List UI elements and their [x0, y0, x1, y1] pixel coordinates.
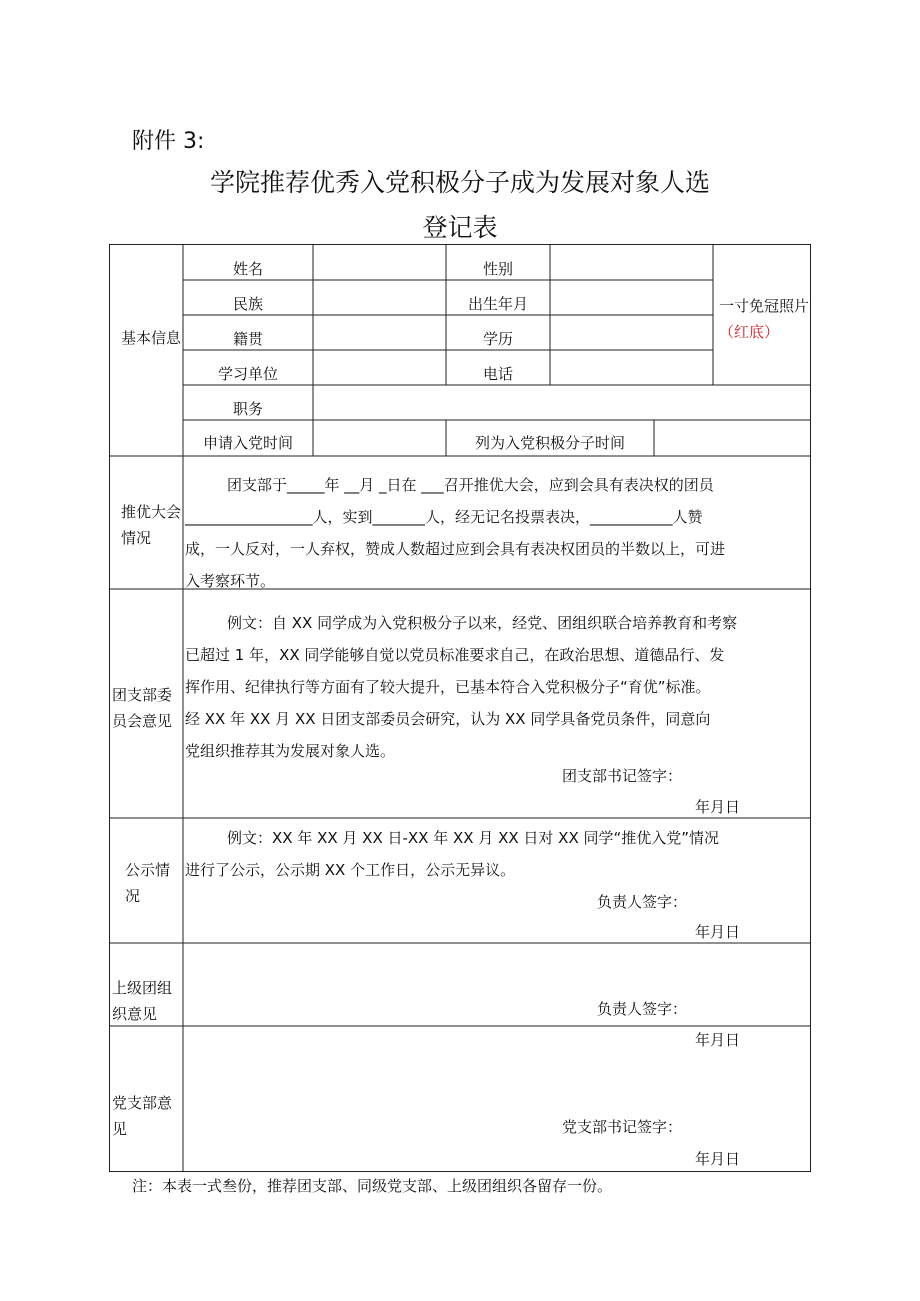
publicity-line-1: 例文：XX 年 XX 月 XX 日-XX 年 XX 月 XX 日对 XX 同学“推优入党”情况 — [227, 829, 720, 847]
branch-committee-text — [185, 607, 737, 767]
recommend-line-3: 成，一人反对，一人弃权，赞成人数超过应到会具有表决权团员的半数以上，可进 — [185, 540, 726, 558]
section-branch-committee-label: 团支部委员会意见 — [112, 686, 173, 730]
publicity-date: 年月日 — [695, 923, 741, 941]
committee-signature: 团支部书记签字： — [562, 767, 683, 785]
apply-time-label: 申请入党时间 — [202, 434, 293, 452]
recommend-line-1: 团支部于_____年 __月 _日在 ___召开推优大会，应到会具有表决权的团员 — [227, 476, 714, 494]
ethnicity-label: 民族 — [232, 295, 263, 313]
activist-time-label: 列为入党积极分子时间 — [474, 434, 625, 452]
committee-line-1: 例文：自 XX 同学成为入党积极分子以来，经党、团组织联合培养教育和考察 — [227, 614, 738, 632]
party-branch-date: 年月日 — [695, 1150, 741, 1168]
form-subtitle: 登记表 — [422, 213, 498, 242]
section-publicity-label: 公示情况 — [125, 861, 171, 905]
photo-note: 一寸免冠照片 — [719, 297, 810, 315]
study-unit-label: 学习单位 — [217, 365, 278, 383]
phone-label: 电话 — [482, 365, 513, 383]
publicity-signature: 负责人签字： — [597, 893, 688, 911]
section-superior-league-label: 上级团组织意见 — [112, 979, 173, 1023]
recommend-line-4: 入考察环节。 — [185, 572, 276, 590]
name-label: 姓名 — [232, 260, 263, 278]
superior-signature: 负责人签字： — [597, 1000, 688, 1018]
section-party-branch-label: 党支部意见 — [112, 1094, 173, 1138]
form-title: 学院推荐优秀入党积极分子成为发展对象人选 — [209, 168, 710, 197]
education-label: 学历 — [482, 330, 513, 348]
committee-line-2: 已超过 1 年，XX 同学能够自觉以党员标准要求自己，在政治思想、道德品行、发 — [185, 646, 725, 664]
attachment-label: 附件 3: — [132, 129, 205, 154]
recommend-meeting-text — [185, 469, 725, 597]
photo-placeholder — [719, 293, 809, 345]
party-branch-signature: 党支部书记签字： — [562, 1118, 683, 1136]
photo-note-red: （红底） — [719, 323, 780, 341]
publicity-text — [185, 822, 719, 886]
birth-label: 出生年月 — [467, 295, 528, 313]
committee-line-5: 党组织推荐其为发展对象人选。 — [185, 742, 396, 760]
publicity-line-2: 进行了公示，公示期 XX 个工作日，公示无异议。 — [185, 861, 516, 879]
section-basic-info-label: 基本信息 — [121, 329, 182, 347]
committee-line-3: 挥作用、纪律执行等方面有了较大提升，已基本符合入党积极分子“育优”标准。 — [185, 678, 711, 696]
recommend-line-2: _________________人，实到_______人，经无记名投票表决，___________人赞 — [185, 508, 703, 526]
superior-date: 年月日 — [695, 1031, 741, 1049]
footer-note: 注：本表一式叁份，推荐团支部、同级党支部、上级团组织各留存一份。 — [132, 1177, 613, 1195]
committee-date: 年月日 — [695, 798, 741, 816]
registration-form — [109, 244, 811, 1172]
position-label: 职务 — [232, 400, 263, 418]
origin-label: 籍贯 — [232, 330, 263, 348]
section-recommend-label: 推优大会情况 — [121, 503, 182, 547]
gender-label: 性别 — [482, 260, 513, 278]
committee-line-4: 经 XX 年 XX 月 XX 日团支部委员会研究，认为 XX 同学具备党员条件，同意向 — [185, 710, 711, 728]
